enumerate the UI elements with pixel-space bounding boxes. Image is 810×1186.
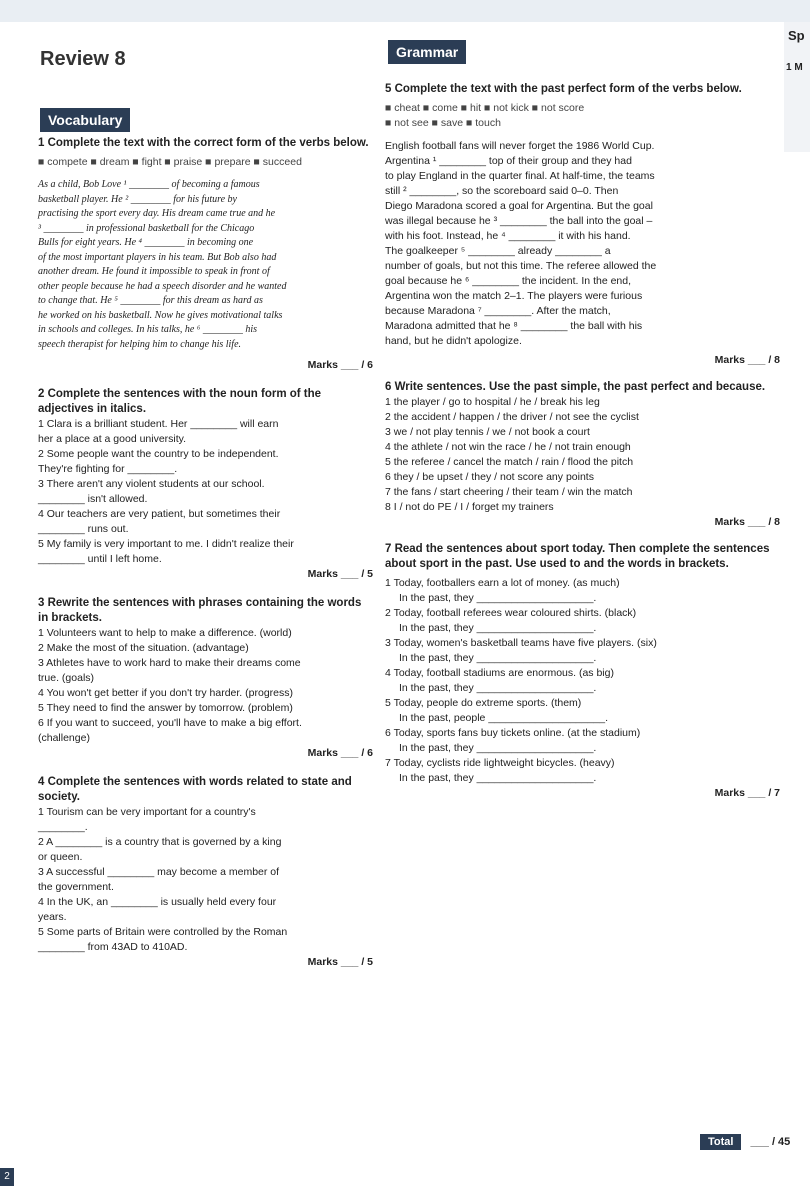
q1-words: ■ compete ■ dream ■ fight ■ praise ■ prepare ■ succeed xyxy=(38,156,302,168)
q1-line: ³ ________ in professional basketball for the Chicago xyxy=(38,222,255,234)
q2-block xyxy=(38,387,373,582)
q3-item: 3 Athletes have to work hard to make their dreams come xyxy=(38,657,301,669)
q6-item: 5 the referee / cancel the match / rain / flood the pitch xyxy=(385,456,634,468)
q7-item: 7 Today, cyclists ride lightweight bicycles. (heavy) xyxy=(385,757,615,769)
q5-line: Argentina ¹ ________ top of their group and they had xyxy=(385,155,632,167)
q6-item: 4 the athlete / not win the race / he / not train enough xyxy=(385,441,631,453)
q4-item: or queen. xyxy=(38,851,83,863)
q1-block xyxy=(38,136,373,373)
q1-text xyxy=(38,178,373,352)
q5-words-1: ■ cheat ■ come ■ hit ■ not kick ■ not score xyxy=(385,102,585,114)
q5-line: Argentina won the match 2–1. The players were furious xyxy=(385,290,643,302)
total-box xyxy=(700,1136,790,1148)
q1-line: As a child, Bob Love ¹ ________ of becoming a famous xyxy=(38,179,260,190)
q5-words-2: ■ not see ■ save ■ touch xyxy=(385,117,501,129)
q5-line: hand, but he didn't apologize. xyxy=(385,335,522,347)
q6-marks: Marks ___ / 8 xyxy=(714,516,780,528)
q6-item: 3 we / not play tennis / we / not book a court xyxy=(385,426,590,438)
q1-line: another dream. He found it impossible to speak in front of xyxy=(38,266,270,277)
q5-line: English football fans will never forget the 1986 World Cup. xyxy=(385,140,655,152)
q5-line: Diego Maradona scored a goal for Argentina. But the goal xyxy=(385,200,653,212)
q2-item: ________ isn't allowed. xyxy=(38,493,148,505)
q1-line: other people because he had a speech disorder and he wanted xyxy=(38,280,287,292)
review-title: Review 8 xyxy=(40,48,126,70)
q3-item: (challenge) xyxy=(38,732,90,744)
side-tab xyxy=(784,22,810,152)
q5-line: Maradona admitted that he ⁸ ________ the ball with his xyxy=(385,320,643,332)
q7-answer-line: In the past, they ____________________. xyxy=(399,622,597,634)
q2-item: 4 Our teachers are very patient, but sometimes their xyxy=(38,508,281,520)
left-column xyxy=(38,136,373,970)
q7-item: 4 Today, football stadiums are enormous. (as big) xyxy=(385,667,614,679)
q7-title: 7 Read the sentences about sport today. Then complete the sentences about sport in the past. Use used to and the words in brackets. xyxy=(385,543,770,570)
q7-answer-line: In the past, they ____________________. xyxy=(399,772,597,784)
q7-item: 2 Today, football referees wear coloured shirts. (black) xyxy=(385,607,637,619)
q5-line: because Maradona ⁷ ________. After the match, xyxy=(385,305,611,317)
q3-item: 4 You won't get better if you don't try harder. (progress) xyxy=(38,687,293,699)
q7-answer-line: In the past, they ____________________. xyxy=(399,592,597,604)
q5-line: with his foot. Instead, he ⁴ ________ it with his hand. xyxy=(385,230,631,242)
q7-answer-line: In the past, they ____________________. xyxy=(399,742,597,754)
q3-item: 1 Volunteers want to help to make a difference. (world) xyxy=(38,627,292,639)
q4-item: 3 A successful ________ may become a member of xyxy=(38,866,280,878)
q3-block xyxy=(38,596,373,761)
q6-block xyxy=(385,380,780,530)
q6-item: 7 the fans / start cheering / their team / win the match xyxy=(385,486,633,498)
q1-line: to change that. He ⁵ ________ for this dream as hard as xyxy=(38,295,263,306)
q7-item: 6 Today, sports fans buy tickets online. (at the stadium) xyxy=(385,727,641,739)
q2-marks: Marks ___ / 5 xyxy=(307,568,373,580)
q4-item: 5 Some parts of Britain were controlled by the Roman xyxy=(38,926,288,938)
q4-title: 4 Complete the sentences with words related to state and society. xyxy=(38,776,352,803)
q3-item: 5 They need to find the answer by tomorrow. (problem) xyxy=(38,702,293,714)
top-strip xyxy=(0,0,810,22)
q5-line: was illegal because he ³ ________ the ball into the goal – xyxy=(385,215,653,227)
q1-line: Bulls for eight years. He ⁴ ________ in becoming one xyxy=(38,237,254,248)
q4-block xyxy=(38,775,373,970)
q4-marks: Marks ___ / 5 xyxy=(307,956,373,968)
q2-item: 5 My family is very important to me. I didn't realize their xyxy=(38,538,294,550)
q3-item: 2 Make the most of the situation. (advantage) xyxy=(38,642,249,654)
q3-item: true. (goals) xyxy=(38,672,95,684)
q7-item: 3 Today, women's basketball teams have five players. (six) xyxy=(385,637,657,649)
q5-title: 5 Complete the text with the past perfect form of the verbs below. xyxy=(385,83,742,95)
q7-block xyxy=(385,542,780,801)
q5-line: number of goals, but not this time. The referee allowed the xyxy=(385,260,657,272)
q4-item: years. xyxy=(38,911,67,923)
q4-item: ________ from 43AD to 410AD. xyxy=(38,941,188,953)
page-number: 2 xyxy=(0,1168,14,1186)
q2-title: 2 Complete the sentences with the noun form of the adjectives in italics. xyxy=(38,388,322,415)
q4-item: 2 A ________ is a country that is governed by a king xyxy=(38,836,282,848)
q3-title: 3 Rewrite the sentences with phrases containing the words in brackets. xyxy=(38,597,362,624)
right-column xyxy=(385,82,780,801)
q2-item: 1 Clara is a brilliant student. Her ________ will earn xyxy=(38,418,279,430)
q5-line: The goalkeeper ⁵ ________ already ________ a xyxy=(385,245,611,257)
total-label: Total xyxy=(700,1134,741,1150)
q5-marks: Marks ___ / 8 xyxy=(714,354,780,366)
q5-text xyxy=(385,139,780,349)
q7-answer-line: In the past, they ____________________. xyxy=(399,682,597,694)
q7-item: 5 Today, people do extreme sports. (them) xyxy=(385,697,582,709)
q2-item: 2 Some people want the country to be independent. xyxy=(38,448,279,460)
q6-item: 8 I / not do PE / I / forget my trainers xyxy=(385,501,554,513)
q6-item: 1 the player / go to hospital / he / break his leg xyxy=(385,396,600,408)
q1-line: speech therapist for helping him to change his life. xyxy=(38,338,242,350)
q1-line: in schools and colleges. In his talks, he ⁶ ________ his xyxy=(38,324,258,335)
q5-line: still ² ________, so the scoreboard said 0–0. Then xyxy=(385,185,619,197)
q6-item: 2 the accident / happen / the driver / not see the cyclist xyxy=(385,411,639,423)
q6-title: 6 Write sentences. Use the past simple, the past perfect and because. xyxy=(385,381,766,393)
q7-answer-line: In the past, people ____________________. xyxy=(399,712,609,724)
q4-item: the government. xyxy=(38,881,114,893)
q2-item: 3 There aren't any violent students at our school. xyxy=(38,478,265,490)
q2-item: her a place at a good university. xyxy=(38,433,187,445)
q2-item: ________ runs out. xyxy=(38,523,129,535)
q1-line: he worked on his basketball. Now he gives motivational talks xyxy=(38,309,283,321)
q3-item: 6 If you want to succeed, you'll have to make a big effort. xyxy=(38,717,302,729)
q5-line: to play England in the quarter final. At half-time, the teams xyxy=(385,170,655,182)
q7-item: 1 Today, footballers earn a lot of money. (as much) xyxy=(385,577,620,589)
q2-item: ________ until I left home. xyxy=(38,553,162,565)
q7-marks: Marks ___ / 7 xyxy=(714,787,780,799)
q7-answer-line: In the past, they ____________________. xyxy=(399,652,597,664)
side-item: 1 M xyxy=(786,62,803,73)
side-label: Sp xyxy=(788,28,805,43)
q6-item: 6 they / be upset / they / not score any points xyxy=(385,471,594,483)
q5-block xyxy=(385,82,780,368)
q1-line: basketball player. He ² ________ for his future by xyxy=(38,193,237,205)
q4-item: ________. xyxy=(38,821,88,833)
q2-item: They're fighting for ________. xyxy=(38,463,178,475)
q1-title: 1 Complete the text with the correct form of the verbs below. xyxy=(38,137,369,149)
q1-line: of the most important players in his team. But Bob also had xyxy=(38,251,277,263)
q1-marks: Marks ___ / 6 xyxy=(307,359,373,371)
grammar-tag: Grammar xyxy=(388,40,466,64)
q1-line: practising the sport every day. His dream came true and he xyxy=(38,208,276,219)
q5-line: goal because he ⁶ ________ the incident. In the end, xyxy=(385,275,632,287)
q4-item: 1 Tourism can be very important for a country's xyxy=(38,806,256,818)
q4-item: 4 In the UK, an ________ is usually held every four xyxy=(38,896,277,908)
vocabulary-tag: Vocabulary xyxy=(40,108,130,132)
total-value: ___ / 45 xyxy=(750,1136,791,1148)
q3-marks: Marks ___ / 6 xyxy=(307,747,373,759)
